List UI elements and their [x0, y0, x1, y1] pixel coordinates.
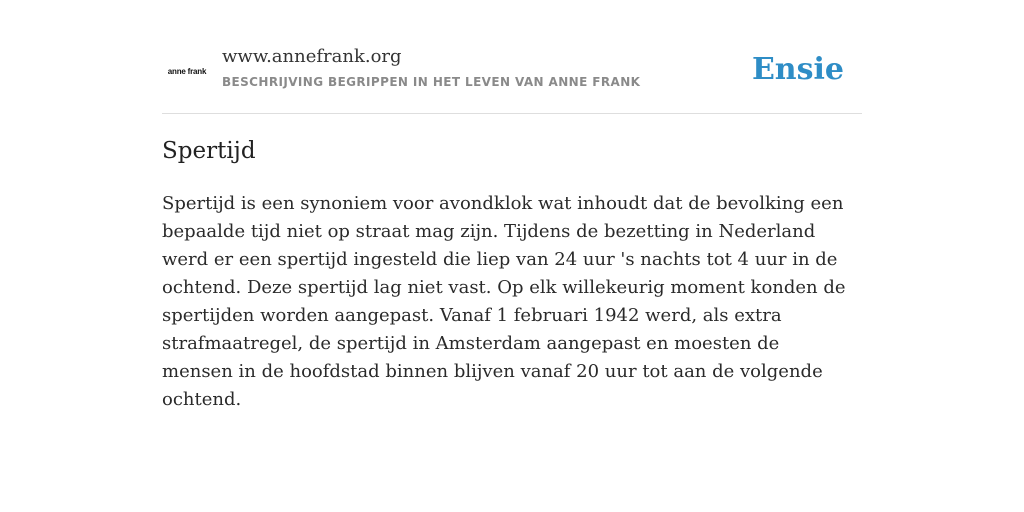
source-subtitle: BESCHRIJVING BEGRIPPEN IN HET LEVEN VAN ANNE FRANK: [222, 75, 641, 89]
logo-text: anne frank: [167, 66, 207, 76]
article-body: Spertijd is een synoniem voor avondklok wat inhoudt dat de bevolking een bepaalde tijd niet op straat mag zijn. Tijdens de bezetting in Nederland werd er een spertijd ingesteld die liep van 24 uur 's nachts tot 4 uur in de ochtend. Deze spertijd lag niet vast. Op elk willekeurig moment konden de spertijden worden aangepast. Vanaf 1 februari 1942 werd, als extra strafmaatregel, de spertijd in Amsterdam aangepast en moesten de mensen in de hoofdstad binnen blijven vanaf 20 uur tot aan de volgende ochtend.: [162, 193, 846, 410]
ensie-brand-logo[interactable]: Ensie: [751, 52, 844, 87]
anne-frank-logo[interactable]: [164, 64, 210, 78]
header: [162, 40, 862, 114]
source-url-link[interactable]: www.annefrank.org: [222, 46, 402, 67]
page-title: Spertijd: [162, 138, 256, 164]
